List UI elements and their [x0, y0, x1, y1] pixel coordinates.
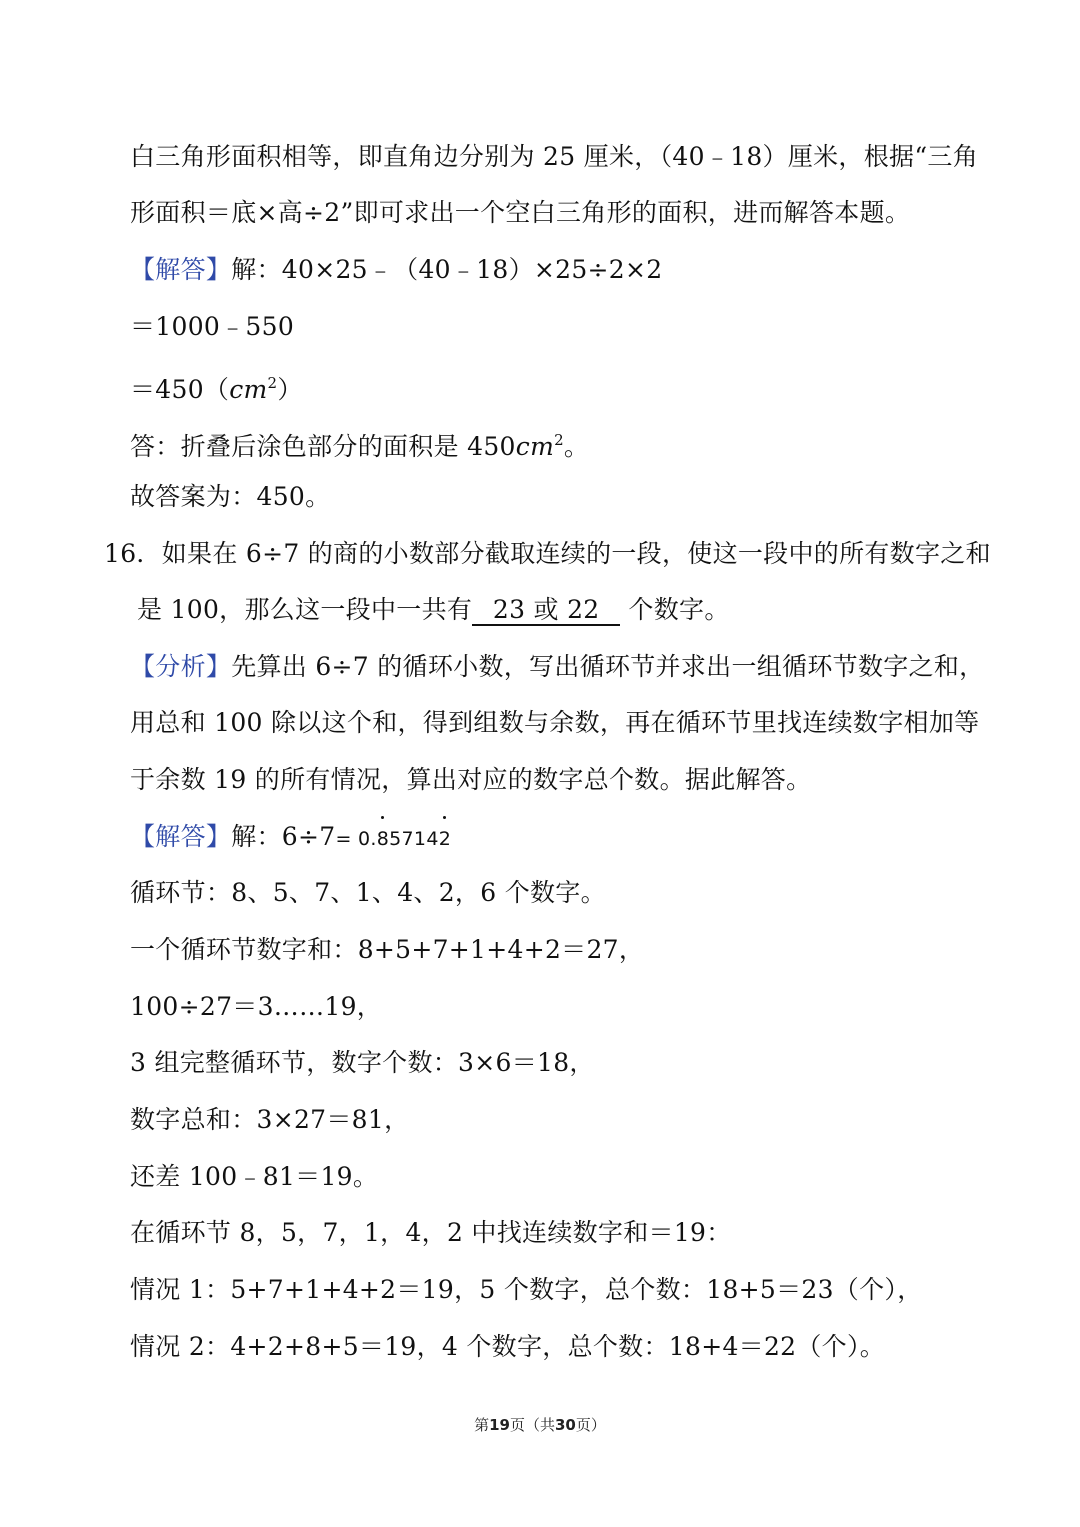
q15-answer-text: 解：40×25﹣（40﹣18）×25÷2×2: [231, 255, 663, 284]
unit-exponent: 2: [554, 431, 564, 449]
analysis-continued-line-2: 形面积＝底×高÷2”即可求出一个空白三角形的面积，进而解答本题。: [130, 198, 911, 227]
repeating-decimal: [335, 828, 451, 850]
total-page-count: 30: [555, 1416, 576, 1434]
q16-stem-text-3: 个数字。: [628, 595, 730, 624]
q15-answer-line-1: [130, 253, 662, 287]
answer-tag: 【解答】: [130, 822, 232, 851]
q15-answer-line-3: [130, 366, 303, 407]
question-number: 16．: [104, 539, 162, 568]
answer-tag: 【解答】: [130, 255, 232, 284]
q16-step-3: 100÷27＝3……19，: [130, 992, 383, 1021]
unit-cm: cm: [515, 432, 555, 461]
q16-answer-text: 解：6÷7: [231, 822, 336, 851]
unit-cm: cm: [229, 375, 268, 404]
closing-paren: ）: [277, 375, 303, 404]
q16-step-8: 情况 1：5+7+1+4+2＝19，5 个数字，总个数：18+5＝23（个），: [130, 1275, 923, 1304]
q16-stem-line-1: [104, 537, 991, 571]
q16-stem-text-2: 是 100，那么这一段中一共有: [137, 595, 473, 624]
analysis-continued-line-1: 白三角形面积相等，即直角边分别为 25 厘米，（40﹣18）厘米，根据“三角: [130, 142, 979, 171]
answer-blank: 23 或 22: [472, 596, 620, 626]
current-page-number: 19: [489, 1416, 510, 1434]
page-footer: [0, 1414, 1080, 1435]
q15-answer-line-4: [130, 423, 589, 464]
repeat-end-digit: 2: [439, 822, 451, 856]
q16-analysis-line-1: [130, 650, 984, 684]
q16-step-5: 数字总和：3×27＝81，: [130, 1105, 410, 1134]
period: 。: [563, 432, 590, 461]
q15-answer-line-2: ＝1000﹣550: [130, 312, 295, 341]
q16-stem-text: 如果在 6÷7 的商的小数部分截取连续的一段，使这一段中的所有数字之和: [161, 539, 991, 568]
q16-stem-line-2: [137, 593, 730, 627]
q16-step-7: 在循环节 8，5，7，1，4，2 中找连续数字和＝19：: [130, 1218, 732, 1247]
footer-middle: 页（共: [509, 1416, 555, 1434]
footer-suffix: 页）: [575, 1416, 606, 1434]
q15-conclusion-text: 答：折叠后涂色部分的面积是 450: [130, 432, 516, 461]
q15-result-value: ＝450（: [130, 375, 230, 404]
unit-exponent: 2: [267, 374, 278, 392]
repeat-middle-digits: 5714: [389, 828, 439, 850]
q16-step-4: 3 组完整循环节，数字个数：3×6＝18，: [130, 1048, 595, 1077]
q16-analysis-line-2: 用总和 100 除以这个和，得到组数与余数，再在循环节里找连续数字相加等: [130, 708, 980, 737]
q16-step-1: 循环节：8、5、7、1、4、2，6 个数字。: [130, 878, 606, 907]
q16-analysis-text: 先算出 6÷7 的循环小数，写出循环节并求出一组循环节数字之和，: [231, 652, 985, 681]
q16-step-9: 情况 2：4+2+8+5＝19，4 个数字，总个数：18+4＝22（个）。: [130, 1332, 886, 1361]
analysis-tag: 【分析】: [130, 652, 232, 681]
q16-answer-line-1: [130, 820, 451, 856]
q16-step-6: 还差 100﹣81＝19。: [130, 1162, 379, 1191]
footer-prefix: 第: [474, 1416, 490, 1434]
decimal-prefix: = 0.: [335, 828, 377, 850]
q15-final-answer: 故答案为：450。: [130, 482, 331, 511]
q16-step-2: 一个循环节数字和：8+5+7+1+4+2＝27，: [130, 935, 645, 964]
q16-analysis-line-3: 于余数 19 的所有情况，算出对应的数字总个数。据此解答。: [130, 765, 812, 794]
repeat-start-digit: 8: [377, 822, 389, 856]
